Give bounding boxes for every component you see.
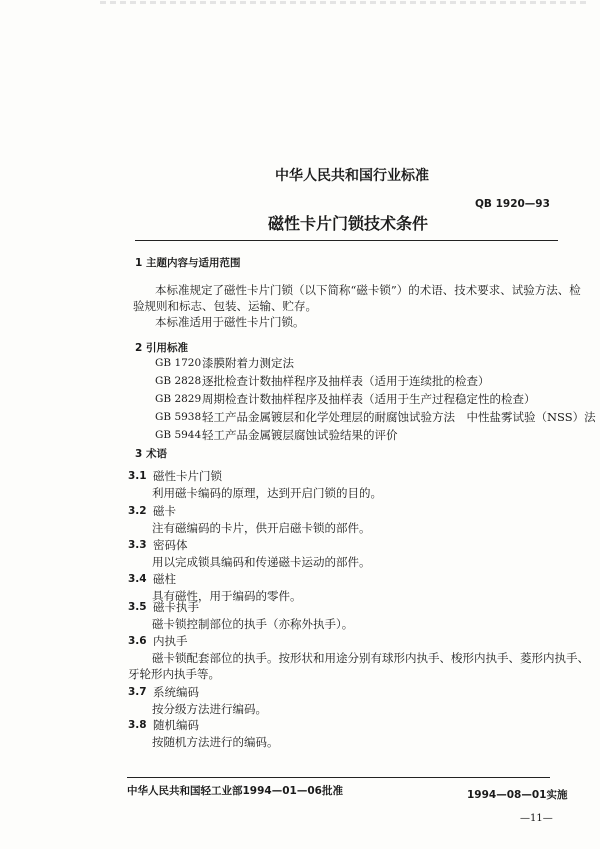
term-definition: 用以完成锁具编码和传递磁卡运动的部件。 — [152, 555, 371, 569]
reference-code: GB 2828 — [155, 375, 202, 387]
reference-title: 逐批检查计数抽样程序及抽样表（适用于连续批的检查） — [202, 374, 490, 388]
page-number: —11— — [520, 813, 553, 824]
term-name: 系统编码 — [153, 685, 199, 699]
term-definition: 利用磁卡编码的原理，达到开启门锁的目的。 — [152, 486, 382, 500]
term-definition: 按随机方法进行的编码。 — [152, 735, 279, 749]
reference-title: 轻工产品金属镀层和化学处理层的耐腐蚀试验方法 中性盐雾试验（NSS）法 — [202, 410, 596, 424]
term-name: 磁卡 — [153, 504, 176, 518]
reference-title: 轻工产品金属镀层腐蚀试验结果的评价 — [202, 428, 398, 442]
section-1-heading: 1 主题内容与适用范围 — [135, 257, 241, 269]
section-1-paragraph: 本标准规定了磁性卡片门锁（以下简称“磁卡锁”）的术语、技术要求、试验方法、检 — [155, 283, 581, 297]
reference-code: GB 5944 — [155, 429, 202, 441]
term-name: 磁柱 — [153, 572, 176, 586]
term-definition: 按分级方法进行编码。 — [152, 702, 267, 716]
term-name: 磁性卡片门锁 — [153, 469, 222, 483]
section-1-paragraph-cont: 验规则和标志、包装、运输、贮存。 — [133, 299, 317, 313]
page-title: 磁性卡片门锁技术条件 — [268, 214, 429, 233]
term-number: 3.4 — [128, 573, 147, 585]
term-definition: 具有磁性，用于编码的零件。 — [152, 589, 302, 603]
term-definition: 磁卡锁配套部位的执手。按形状和用途分别有球形内执手、梭形内执手、菱形内执手、 — [152, 651, 589, 665]
standard-code: QB 1920—93 — [475, 198, 550, 210]
section-1-scope: 本标准适用于磁性卡片门锁。 — [155, 315, 305, 329]
scan-artifact — [100, 1, 590, 4]
header-rule — [135, 240, 558, 241]
term-number: 3.1 — [128, 470, 147, 482]
term-number: 3.5 — [128, 601, 147, 613]
standard-type: 中华人民共和国行业标准 — [275, 168, 429, 184]
approval-text: 中华人民共和国轻工业部1994—01—06批准 — [127, 785, 343, 797]
reference-title: 漆膜附着力测定法 — [202, 356, 294, 370]
term-number: 3.7 — [128, 686, 147, 698]
term-number: 3.6 — [128, 635, 147, 647]
term-number: 3.2 — [128, 505, 147, 517]
term-name: 密码体 — [153, 538, 188, 552]
term-definition-cont: 牙轮形内执手等。 — [128, 667, 220, 681]
term-number: 3.3 — [128, 539, 147, 551]
reference-title: 周期检查计数抽样程序及抽样表（适用于生产过程稳定性的检查） — [202, 392, 536, 406]
reference-code: GB 1720 — [155, 357, 202, 369]
reference-code: GB 5938 — [155, 411, 202, 423]
reference-code: GB 2829 — [155, 393, 202, 405]
term-name: 磁卡执手 — [153, 600, 199, 614]
effective-date: 1994—08—01实施 — [467, 789, 568, 801]
term-definition: 磁卡锁控制部位的执手（亦称外执手）。 — [152, 617, 354, 631]
term-name: 内执手 — [153, 634, 188, 648]
section-3-heading: 3 术语 — [135, 448, 167, 460]
term-name: 随机编码 — [153, 718, 199, 732]
section-2-heading: 2 引用标准 — [135, 342, 188, 354]
term-definition: 注有磁编码的卡片，供开启磁卡锁的部件。 — [152, 521, 371, 535]
term-number: 3.8 — [128, 719, 147, 731]
footer-rule — [127, 777, 550, 778]
